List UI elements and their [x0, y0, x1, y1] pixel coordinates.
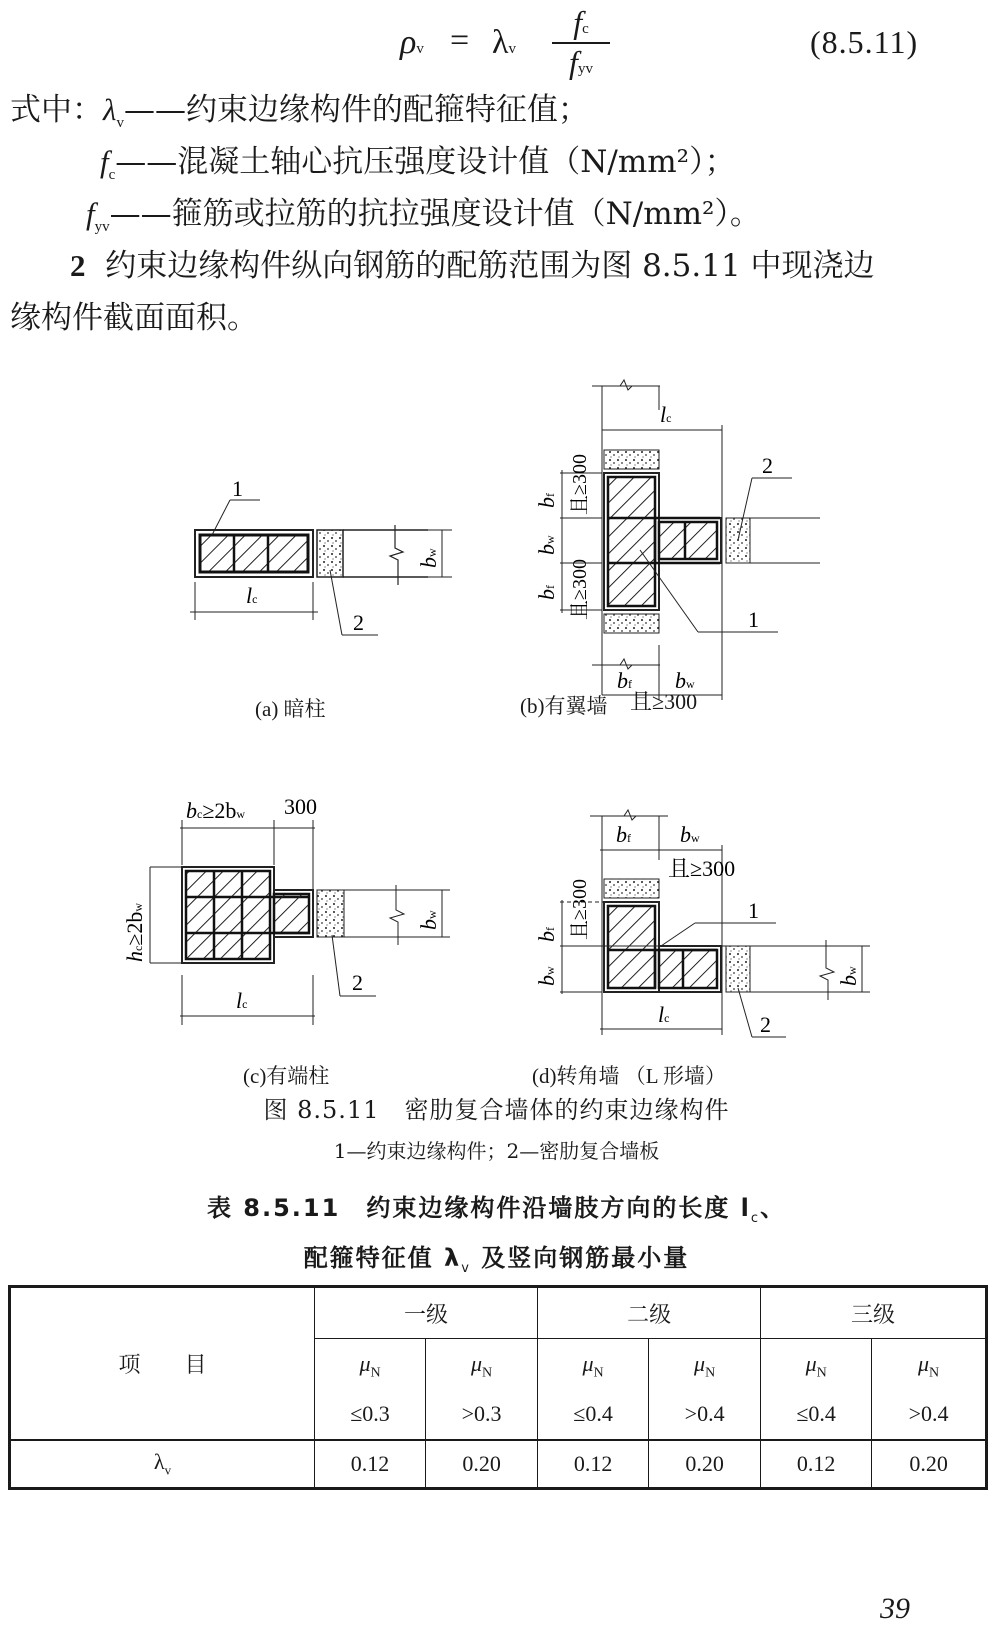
condition-header: $\mu_N$ ≤0.4	[761, 1339, 872, 1441]
definition-text: ——混凝土轴心抗压强度设计值（N/mm²）；	[115, 144, 736, 180]
svg-text:bc≥2bw: bc≥2bw	[186, 798, 246, 823]
svg-text:300: 300	[284, 794, 317, 819]
svg-text:bw: bw	[416, 548, 441, 568]
definition-intro: 式中：	[10, 92, 103, 128]
table-cell: 0.12	[538, 1440, 649, 1489]
svg-text:2: 2	[352, 970, 363, 995]
diagram-d-corner-wall	[520, 800, 880, 1100]
caption-c: (c)有端柱	[243, 1064, 330, 1088]
svg-text:lc: lc	[658, 1002, 670, 1027]
formula-coef: λv	[492, 24, 516, 61]
table-cell: 0.20	[426, 1440, 538, 1489]
condition-header: $\mu_N$ ≤0.4	[538, 1339, 649, 1441]
stirrup-characteristic-table	[8, 1285, 988, 1490]
clause-number: 2	[70, 248, 86, 283]
item-header: 项 目	[10, 1287, 315, 1441]
grade-2-header: 二级	[538, 1287, 761, 1339]
svg-text:lc: lc	[236, 988, 248, 1013]
svg-text:1: 1	[232, 476, 243, 501]
equation-number: (8.5.11)	[810, 24, 919, 60]
condition-header: $\mu_N$ >0.4	[649, 1339, 761, 1441]
svg-text:bf: bf	[534, 585, 559, 600]
svg-text:且≥300: 且≥300	[668, 856, 736, 881]
svg-text:bw: bw	[416, 910, 441, 930]
svg-text:bf: bf	[616, 822, 631, 847]
svg-text:且≥300: 且≥300	[569, 559, 591, 620]
svg-text:bw: bw	[675, 668, 695, 693]
grade-3-header: 三级	[761, 1287, 987, 1339]
row-label-lambda-v: $\lambda_v$	[10, 1440, 315, 1489]
figure-legend: 1—约束边缘构件；2—密肋复合墙板	[333, 1139, 660, 1163]
diagram-a-drawing	[170, 440, 470, 680]
definition-text: ——箍筋或拉筋的抗拉强度设计值（N/mm²）。	[109, 196, 761, 232]
diagram-a-hidden-column	[170, 440, 470, 740]
svg-text:2: 2	[760, 1012, 771, 1037]
svg-text:2: 2	[762, 453, 773, 478]
svg-text:bw: bw	[534, 535, 559, 555]
diagram-c-drawing	[100, 790, 480, 1030]
diagram-b-drawing	[520, 370, 820, 700]
svg-text:lc: lc	[660, 402, 672, 427]
diagram-c-end-column	[100, 790, 480, 1090]
svg-text:hc≥2bw: hc≥2bw	[122, 902, 147, 962]
formula-fraction	[548, 4, 614, 81]
formula-equals: =	[450, 22, 470, 59]
clause-text: 约束边缘构件纵向钢筋的配筋范围为图 8.5.11 中现浇边	[105, 248, 875, 284]
symbol-fyv: $f_{yv}$	[86, 196, 110, 236]
svg-text:1: 1	[748, 898, 759, 923]
table-cell: 0.12	[315, 1440, 426, 1489]
svg-text:bf: bf	[534, 927, 559, 942]
diagram-d-drawing	[520, 800, 880, 1040]
min300-label: 且≥300	[630, 689, 698, 714]
svg-text:bf: bf	[534, 493, 559, 508]
svg-text:lc: lc	[246, 583, 258, 608]
svg-text:bw: bw	[680, 822, 700, 847]
formula-denominator: fyv	[569, 44, 593, 80]
diagram-b-flanged-wall	[520, 370, 820, 760]
table-cell: 0.12	[761, 1440, 872, 1489]
svg-text:且≥300: 且≥300	[569, 879, 591, 940]
condition-header: $\mu_N$ ≤0.3	[315, 1339, 426, 1441]
clause-2-line2: 缘构件截面面积。	[10, 300, 258, 336]
symbol-lambda-v: $\lambda_v$	[103, 92, 124, 132]
table-title-line2: 配箍特征值 $\lambda_v$ 及竖向钢筋最小量	[303, 1244, 690, 1276]
caption-b: (b)有翼墙	[520, 694, 608, 718]
table-cell: 0.20	[872, 1440, 987, 1489]
condition-header: $\mu_N$ >0.4	[872, 1339, 987, 1441]
grade-1-header: 一级	[315, 1287, 538, 1339]
figure-title: 图 8.5.11 密肋复合墙体的约束边缘构件	[263, 1096, 730, 1124]
formula-lhs: ρv	[400, 24, 424, 61]
svg-text:2: 2	[353, 610, 364, 635]
svg-text:bw: bw	[534, 966, 559, 986]
svg-text:bw: bw	[836, 966, 861, 986]
table-header-row-grades	[10, 1287, 987, 1339]
table-cell: 0.20	[649, 1440, 761, 1489]
condition-header: $\mu_N$ >0.3	[426, 1339, 538, 1441]
svg-text:1: 1	[748, 607, 759, 632]
symbol-fc: $f_c$	[100, 144, 116, 184]
page-number: 39	[880, 1592, 910, 1625]
formula-8-5-11	[400, 4, 993, 84]
svg-text:bf: bf	[617, 668, 632, 693]
definition-text: ——约束边缘构件的配箍特征值；	[123, 92, 589, 128]
caption-a: (a) 暗柱	[255, 697, 326, 721]
clause-2-line1	[70, 240, 875, 292]
formula-numerator: fc	[573, 4, 589, 40]
table-row	[10, 1440, 987, 1489]
table-title-line1: 表 8.5.11 约束边缘构件沿墙肢方向的长度 $l_c$、	[206, 1194, 787, 1226]
caption-d: (d)转角墙 （L 形墙）	[532, 1064, 727, 1088]
svg-text:且≥300: 且≥300	[569, 454, 591, 515]
